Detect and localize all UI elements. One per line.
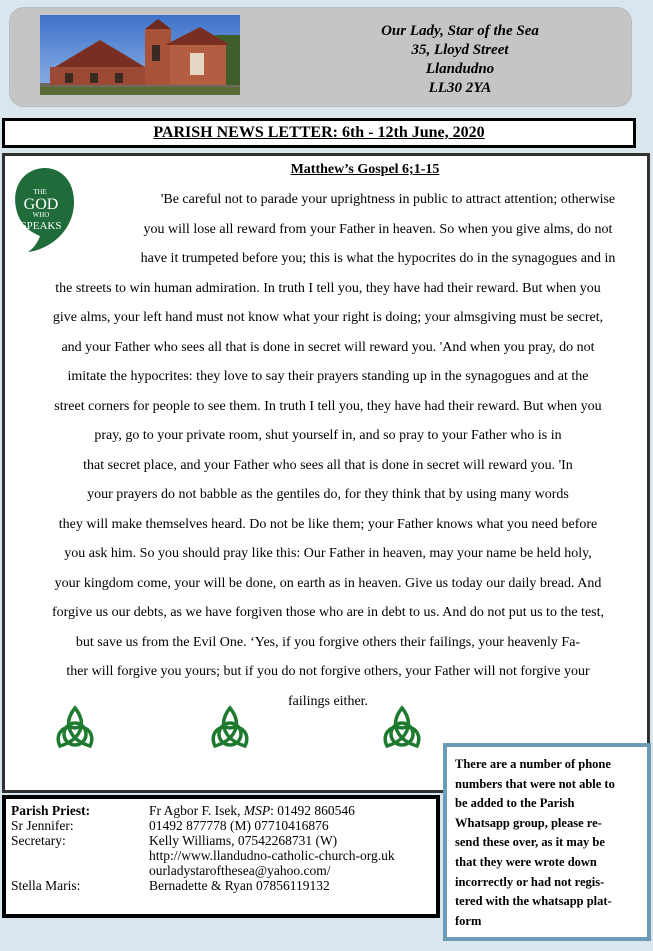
notice-line: send these over, as it may be [455,835,605,850]
gospel-line: the streets to win human admiration. In truth I tell you, they have had their reward. But when you [55,280,601,296]
contact-label: Parish Priest: [11,803,91,818]
svg-text:SPEAKS: SPEAKS [20,220,62,232]
gospel-line: and your Father who sees all that is done in secret will reward you. 'And when you pray, do not [61,339,595,355]
gospel-section [2,153,650,793]
contact-label: Sr Jennifer: [11,818,74,833]
gospel-line: ther will forgive you yours; but if you do not forgive others, your Father will not forgive your [66,664,590,679]
whatsapp-notice [443,743,651,941]
newsletter-title-box [2,118,636,148]
notice-line: Whatsapp group, please re- [455,815,602,830]
notice-line: numbers that were not able to [455,776,615,791]
notice-line: There are a number of phone [455,757,611,771]
svg-text:THE: THE [33,188,47,196]
notice-line: tered with the whatsapp plat- [455,894,612,909]
gospel-line: that secret place, and your Father who sees all that is done in secret will reward you. 'In [83,457,573,473]
gospel-line: pray, go to your private room, shut yourself in, and so pray to your Father who is in [94,428,562,443]
address-line: Our Lady, Star of the Sea [381,23,539,39]
parish-contacts [2,795,440,918]
gospel-line: your kingdom come, your will be done, on earth as in heaven. Give us today our daily bread. And [54,575,602,591]
notice-line: be added to the Parish [455,796,575,811]
gospel-line: have it trumpeted before you; this is what the hypocrites do in the synagogues and in [140,251,616,266]
trinity-knot-icon [377,704,427,754]
contact-value: Fr Agbor F. Isek, MSP: 01492 860546 [149,803,355,818]
parish-header [10,8,631,106]
address-line: Llandudno [425,61,495,77]
notice-line: form [455,913,482,928]
contact-label: Stella Maris: [11,878,81,893]
svg-text:WHO: WHO [32,211,50,219]
address-line: LL30 2YA [428,80,492,96]
notice-line: incorrectly or had not regis- [455,874,605,889]
gospel-line: give alms, your left hand must not know what your right is doing; your almsgiving must be secret, [52,310,604,325]
gospel-line: you will lose all reward from your Father in heaven. So when you give alms, do not [143,221,613,237]
gospel-line: but save us from the Evil One. ‘Yes, if you forgive others their failings, your heavenly Fa- [75,634,581,650]
gospel-line: forgive us our debts, as we have forgiven those who are in debt to us. And do not put us to the test, [51,605,604,620]
gospel-line: 'Be careful not to parade your uprightness in public to attract attention; otherwise [160,192,616,207]
svg-text:GOD: GOD [23,196,59,213]
gospel-line: they will make themselves heard. Do not be like them; your Father knows what you need before [58,516,598,532]
trinity-knot-icon [205,704,255,754]
parish-address [310,22,610,98]
contact-value: 01492 877778 (M) 07710416876 [149,818,329,833]
gospel-line: street corners for people to see them. In truth I tell you, they have had their reward. But when you [54,398,602,414]
contact-value: Kelly Williams, 07542268731 (W) [149,833,338,848]
church-photo [40,15,240,95]
contact-value: Bernadette & Ryan 07856119132 [149,878,330,893]
gospel-line: failings either. [287,693,369,709]
newsletter-title: PARISH NEWS LETTER: 6th - 12th June, 2020 [153,124,485,141]
gospel-title: Matthew’s Gospel 6;1-15 [290,162,440,177]
gospel-line: you ask him. So you should pray like this: Our Father in heaven, may your name be held holy, [64,546,592,561]
gospel-line: imitate the hypocrites: they love to say their prayers standing up in the synagogues and at the [67,369,589,384]
gospel-line: your prayers do not babble as the gentiles do, for they think that by using many words [87,487,569,502]
address-line: 35, Lloyd Street [411,42,509,58]
gospel-text [9,185,647,716]
website-link[interactable]: http://www.llandudno-catholic-church-org.uk [149,848,395,863]
notice-line: that they were wrote down [455,854,597,869]
trinity-knot-icon [50,704,100,754]
contact-label: Secretary: [11,833,66,848]
email-link[interactable]: ourladystaroftheseа@yahoo.com/ [149,863,331,878]
